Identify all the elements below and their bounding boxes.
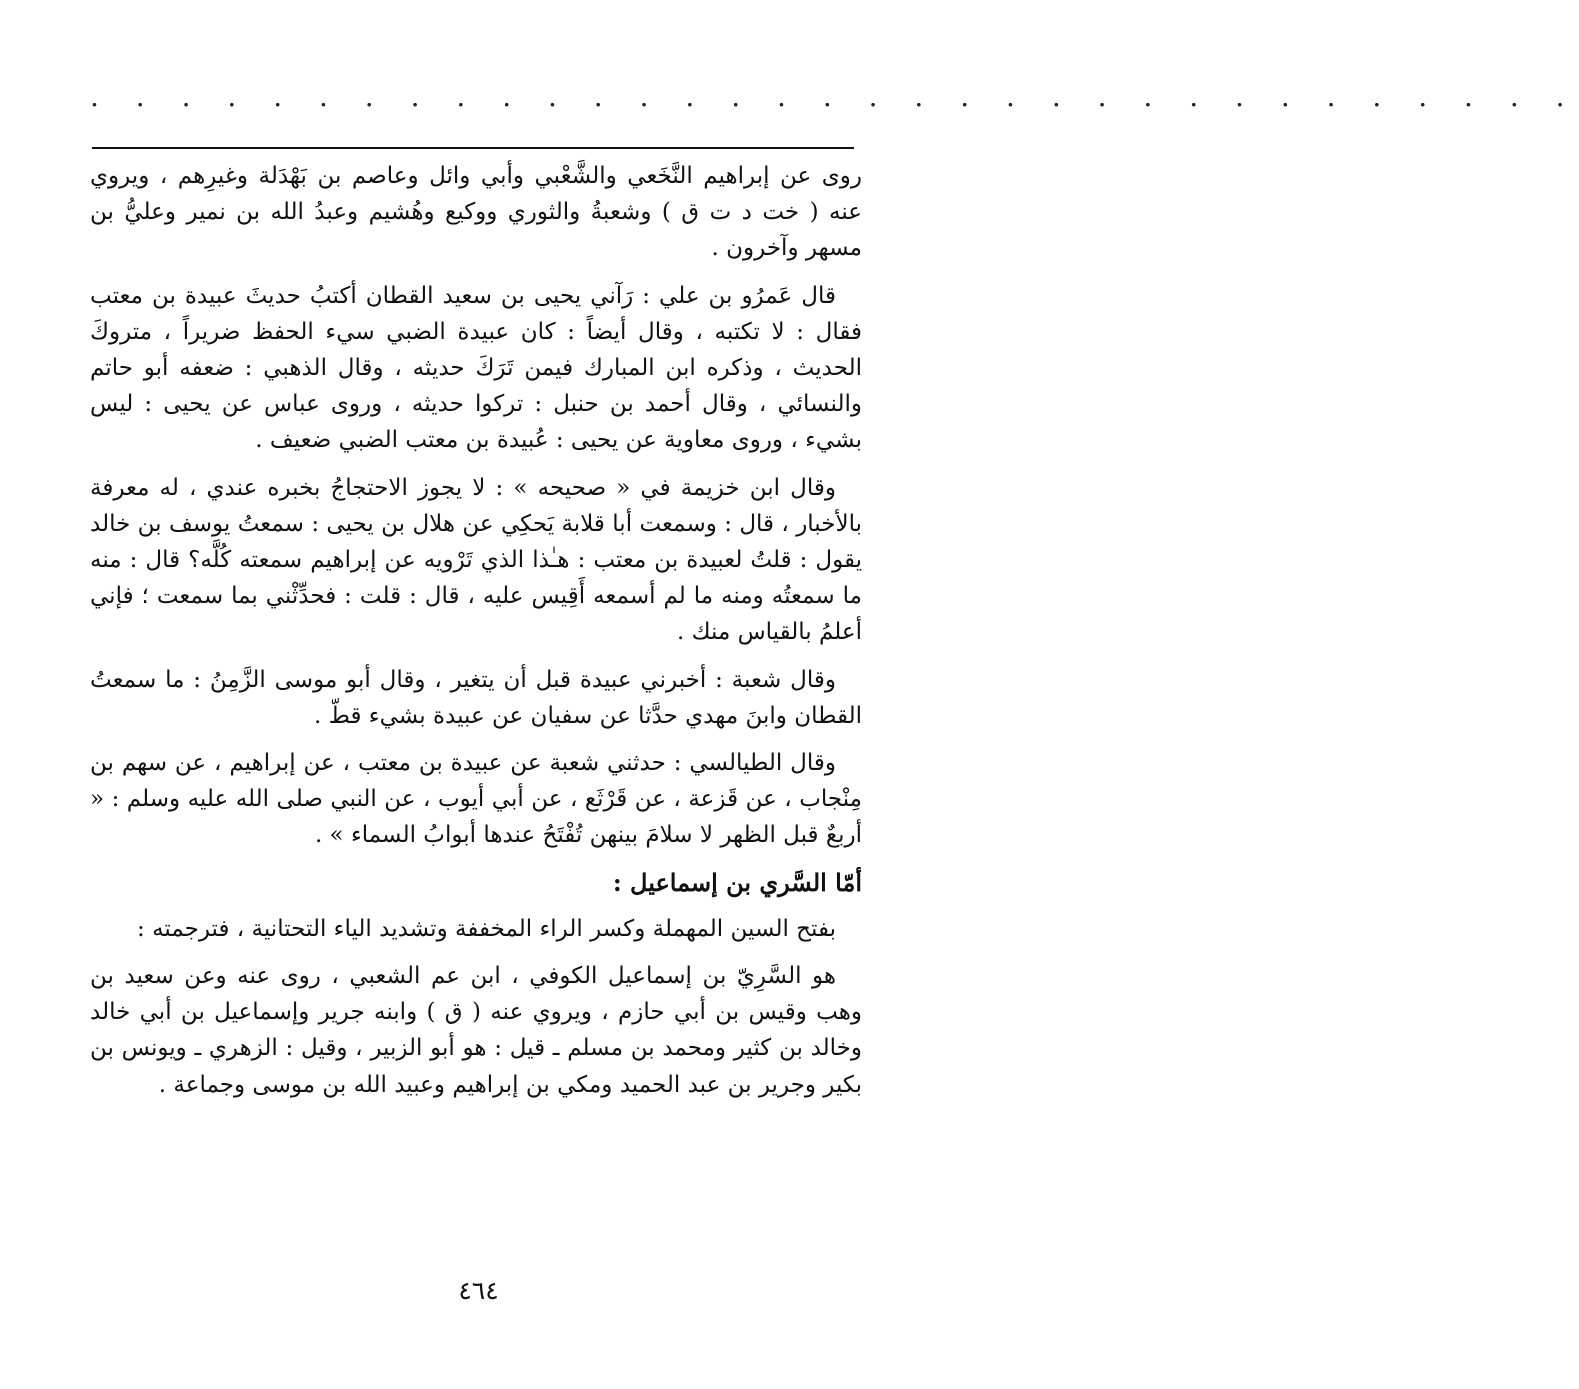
paragraph-biography: هو السَّرِيّ بن إسماعيل الكوفي ، ابن عم الشعبي ، روى عنه وعن سعيد بن وهب وقيس بن أبي حازم ، ويروي عنه ( ق ) وابنه جرير وإسماعيل بن أبي خالد وخالد بن كثير ومحمد بن مسلم ـ قيل : هو أبو الزبير ، وقيل : الزهري ـ ويونس بن بكير وجرير بن عبد الحميد ومكي بن إبراهيم وعبيد الله بن موسى وجماعة . xyxy=(90,963,862,1098)
main-text xyxy=(90,158,862,1114)
paragraph-amr-ibn-ali: قال عَمرُو بن علي : رَآني يحيى بن سعيد القطان أكتبُ حديثَ عبيدة بن معتب فقال : لا تكتبه ، وقال أيضاً : كان عبيدة الضبي سيء الحفظ ضريراً ، متروكَ الحديث ، وذكره ابن المبارك فيمن تَرَكَ حديثه ، وقال الذهبي : ضعفه أبو حاتم والنسائي ، وقال أحمد بن حنبل : تركوا حديثه ، وروى عباس عن يحيى : ليس بشيء ، وروى معاوية عن يحيى : عُبيدة بن معتب الضبي ضعيف . xyxy=(90,282,862,454)
paragraph-ibn-khuzayma: وقال ابن خزيمة في « صحيحه » : لا يجوز الاحتجاجُ بخبره عندي ، له معرفة بالأخبار ، قال : وسمعت أبا قلابة يَحكِي عن هلال بن يحيى : سمعتُ يوسف بن خالد يقول : قلتُ لعبيدة بن معتب : هـٰذا الذي تَرْويه عن إبراهيم سمعته كُلَّه؟ قال : منه ما سمعتُه ومنه ما لم أسمعه أَقِيس عليه ، قال : قلت : فحدِّثْني بما سمعت ؛ فإني أعلمُ بالقياس منك . xyxy=(90,474,862,646)
header-rule xyxy=(92,147,854,149)
paragraph-shuba: وقال شعبة : أخبرني عبيدة قبل أن يتغير ، وقال أبو موسى الزَّمِنُ : ما سمعتُ القطان وابنَ مهدي حدَّثا عن سفيان عن عبيدة بشيء قطّ . xyxy=(90,666,862,729)
section-heading: أمّا السَّري بن إسماعيل : xyxy=(612,867,862,897)
paragraph-pronunciation: بفتح السين المهملة وكسر الراء المخففة وتشديد الياء التحتانية ، فترجمته : xyxy=(137,915,836,942)
paragraph-tayalisi: وقال الطيالسي : حدثني شعبة عن عبيدة بن معتب ، عن إبراهيم ، عن سهم بن مِنْجاب ، عن قَزعة ، عن قَرْثَع ، عن أبي أيوب ، عن النبي صلى الله عليه وسلم : « أربعٌ قبل الظهر لا سلامَ بينهن تُفْتَحُ عندها أبوابُ السماء » . xyxy=(90,750,862,849)
page-number: ٤٦٤ xyxy=(458,1276,499,1305)
header-dotted-line: . . . . . . . . . . . . . . . . . . . . . . . . . . . . . . . . . xyxy=(90,80,1579,113)
paragraph-narrators: روى عن إبراهيم النَّخَعي والشَّعْبي وأبي وائل وعاصم بن بَهْدَلة وغيرِهم ، ويروي عنه ( خت د ت ق ) وشعبةُ والثوري ووكيع وهُشيم وعبدُ الله بن نمير وعليُّ بن مسهر وآخرون . xyxy=(90,163,862,262)
